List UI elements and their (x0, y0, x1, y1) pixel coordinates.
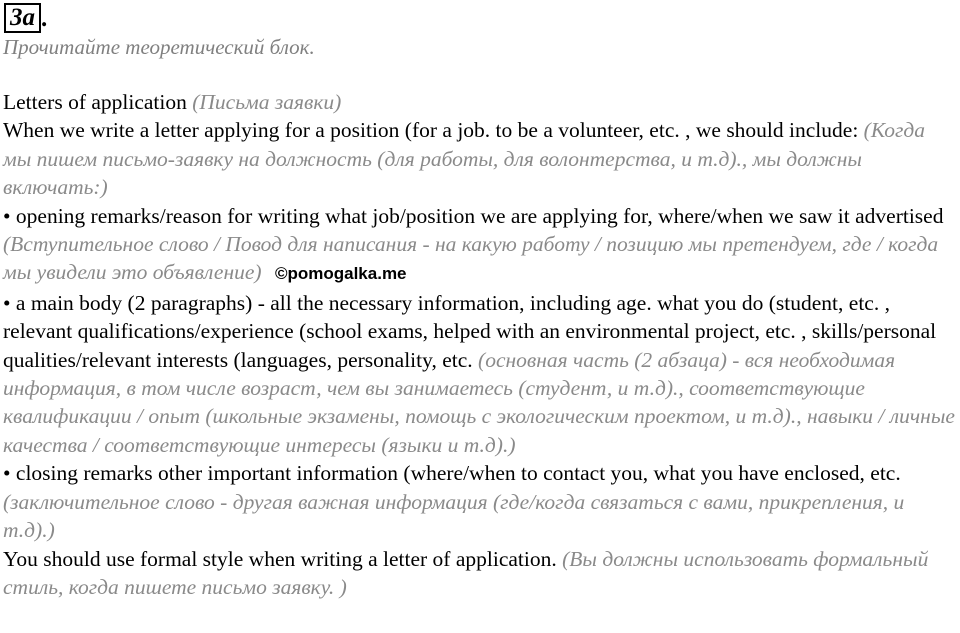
bullet-main-body (3, 289, 958, 459)
closing-russian: (Вы должны использовать формальный стиль, когда пишете письмо заявку. ) (3, 546, 929, 599)
bullet1-russian: (Вступительное слово / Повод для написания - на какую работу / позицию мы претендуем, где / когда мы увидели это объявление) (3, 232, 939, 285)
bullet3-russian: (заключительное слово - другая важная информация (где/когда связаться с вами, прикрепления, и т.д).) (3, 489, 905, 543)
closing-paragraph (3, 545, 958, 602)
task-number-dot: . (41, 5, 48, 32)
bullet-opening-remarks (3, 202, 958, 289)
intro-russian: (Когда мы пишем письмо-заявку на должность (для работы, для волонтерства, и т.д)., мы должны включать:) (3, 118, 926, 200)
task-header (3, 0, 958, 33)
document-page (3, 0, 958, 601)
bullet-closing-remarks (3, 459, 958, 544)
watermark-text: ©pomogalka.me (274, 264, 407, 284)
intro-paragraph (3, 116, 958, 201)
bullet2-russian: (основная часть (2 абзаца) - вся необходимая информация, в том числе возраст, чем вы занимаетесь (студент, и т.д)., соответствующие квалификации / опыт (школьные экзамены, помощь с экологическим проектом, и т.д)., навыки / личные качества / соответствующие интересы (языки и т.д).) (3, 347, 955, 457)
heading-english: Letters of application (3, 90, 187, 114)
closing-english: You should use formal style when writing a letter of application. (3, 546, 557, 571)
heading-russian: (Письма заявки) (192, 90, 342, 114)
task-instruction: Прочитайте теоретический блок. (3, 35, 315, 59)
intro-english: When we write a letter applying for a position (for a job. to be a volunteer, etc. , we should include: (3, 118, 859, 143)
bullet1-english: • opening remarks/reason for writing what job/position we are applying for, where/when we saw it advertised (3, 203, 944, 228)
heading-paragraph (3, 88, 958, 116)
bullet2-english: • a main body (2 paragraphs) - all the necessary information, including age. what you do (student, etc. , relevant qualifications/experience (school exams, helped with an environmental project, etc. , skills/personal qualities/relevant interests (languages, personality, etc. (3, 290, 937, 372)
blank-line (3, 61, 958, 88)
bullet3-english: • closing remarks other important information (where/when to contact you, what you have enclosed, etc. (3, 461, 901, 486)
task-number-box: 3a (4, 3, 41, 33)
